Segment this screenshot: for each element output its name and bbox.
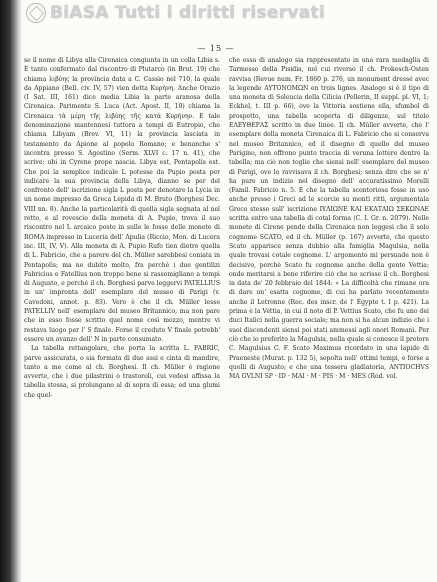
paragraph: se il nome di Libya alla Cirenaica congiunta in un colla Libia s. È tanto confermato dal riscontro di Plutarco (in Brut. 19) che chiama λιβύης la provincia data a C. Cassio nel 710, la quale da Appiano (Bell. civ. IV, 57) vien detta Κυρήνη. Anche Orazio (I Sat. III, 161) dice media Libia la parte aranosa della Cirenaica. Parimente S. Luca (Act. Apost. II, 10) chiama la Cirenaica τὰ μέρη τῆς λιβύης τῆς κατὰ Κυρήνην. E tale denominazione mantennesi tuttora a tempi di Eutropio, che chiama Libyam (Brev. VI, 11) la provincia lasciata in testamento da Apione al popolo Romano; e benanche s' incontra presso S. Agostino (Serm. XLVI c. 17 n. 41), che scrive: ubi in Cyrene prope nascia. Libya est, Pentapolis est. Che poi la semplice indicale L potesse da Pupio posta per indicare la sua provincia della Libya, dianno se per del confronto dell' iscrizione sigla L posta per denotare la Lycia in un nome impresso da Greca Lepida di M. Bruto (Borghesi Dec. VIII nn. 8). Anche la particolarità di quella sigla segnata al nel retto, e al rovescio della moneta di A. Pupio, trova il suo riscontro nel L arcaico posto in sulle le fosse delle monete di ROMA impresso in Luceria dell' Apulia (Riccio, Mon. di Lucera inc. III, IV, V). Alla moneta di A. Pupio Rufo tien dietro quella di L. Fabricio, che a parere del ch. Müller sarebbesi coniata in Pentapolis; ma ne dubito molto, fra perchè i due gentilizi Fabricius e Fatellius non troppo bene si rassomigliano a tempi di Augusto, e perchè il ch. Borghesi parve leggervi PATELLIUS in un' impronta dell' esemplare del museo di Parigi (v. Cavedoni, annot. p. 83). Vero è che il ch. Müller lesse PATELLIV nell' esemplare del museo Britannico; ma non pare che in esso fosse scritto quel nome così mozzo, mentre vi restava luogo per l' S finale. Forse il creduto V finale potrebb' essere un avanzo dell' N in parte consumato. [24,57,220,343]
page-number: — 15 — [197,44,235,53]
binding-shadow [0,0,22,582]
biasa-logo-icon [26,3,46,23]
text-column-right [229,56,429,576]
paragraph: La tabella rettangolare, che porta la scritta L. FABRIC, parve assicurata, o sia formata di due assi e cinta di mandire, tanto a me come al ch. Borghesi. Il ch. Müller è ragione avverte, che i due pilastrini o trastoroli, cui vedesi affissa la tabella stessa, si prolungano al di sopra di essa; ed una glumi che quel- [24,345,220,399]
text-column-left [24,56,220,576]
paragraph: che essa di analogo sia rappresentato in una rara medaglia di Tarmesso della Pisidia, nel cui riverso il ch. Prokesch-Osten ravvisa (Revue num. Fr. 1860 p. 276, un monument dressé avec la legende AYTONOMΩN en trois lignes. Analogo si è il tipo di una moneta di Seleucia della Cilicia (Pellerin, II suppl. pl. VI, 1; Eckhel, t. III p. 66), ove la Vittoria sostiene ella, sfumbol di prospetto, una tabella scoperta di diligenze, sul titolo ΕΛΕΥΘΕΡΑΣ scritto in due linee. Il ch. Müller avverte, che l' esemplare della moneta Cirenaica di L. Fabricio che si conserva nel museo Britannico, ed il disegno di quello del museo Parigino, non offrono punto traccia di veruna lettere dentro la tabella; ma ciò non toglie che siensi nell' esemplare del museo di Parigi, ove lo ravvisava il ch. Borghesi; senza dire che se n' ha pure un indizio nel disegno dell' accuratissimo Morelli (Famil. Fabricio n. 5. E che la tabella scontoriosa fosse in uso anche presso i Greci ad le scorcie su monti ritti, argumentala Greco stesso sull' iscrizione ΙΥΛΙΩΝΕ ΚΑΙ ΕΚΑΤΑΙΩ ΣΕΚΩΝΑΕ scritta entro una tabella di cotal forma (C. I. Gr. n. 2079). Nelle monete di Cirene pende della Cirenaica non leggesi che il solo cognome SCATO, ed il ch. Müller (p. 167) avverte, che questo Scato apparisce senza dubbio alla famiglia Magulsia, nella quale trovasi cotale cognome. L' argomento mi persuade non è decisivo, perchè Scato fu cognome anche della gente Vettia; onde meritarsi a bene riferire ciò che ne scrisse il ch. Borghesi in data de' 20 febbraio del 1844: « La difficoltà che rimane ora di dare un' esatta cognome, di cui ha parlato recentemente anche il Letronne (Rec. des inscr. de l' Égypte t. I p. 421). La prima è la Vettia, in cui il noto di P. Vettius Scato, che fu uno dei duci Italici nella guerra sociale; ma non si ha alcun indizio che i suoi discendenti siensi poi stati ammessi agli onori Romani. Per ciò che io preferito la Magulsia, nella quale si conosce il pretore C. Magulsius C. F. Scato Maximus ricordato in una lapide di Praeneste (Murat. p. 132 5), sepolta nell' ottimi tempi, e forse a quelli di Augusto; e che una tessera gladiatoria, ANTIOCHVS MA GVLNI SP · ID · MAI · M · PIS · M · MES (Rod. vol. [229,57,429,381]
watermark [26,2,325,24]
watermark-text: BiASA Tutti i diritti riservati [50,3,326,23]
